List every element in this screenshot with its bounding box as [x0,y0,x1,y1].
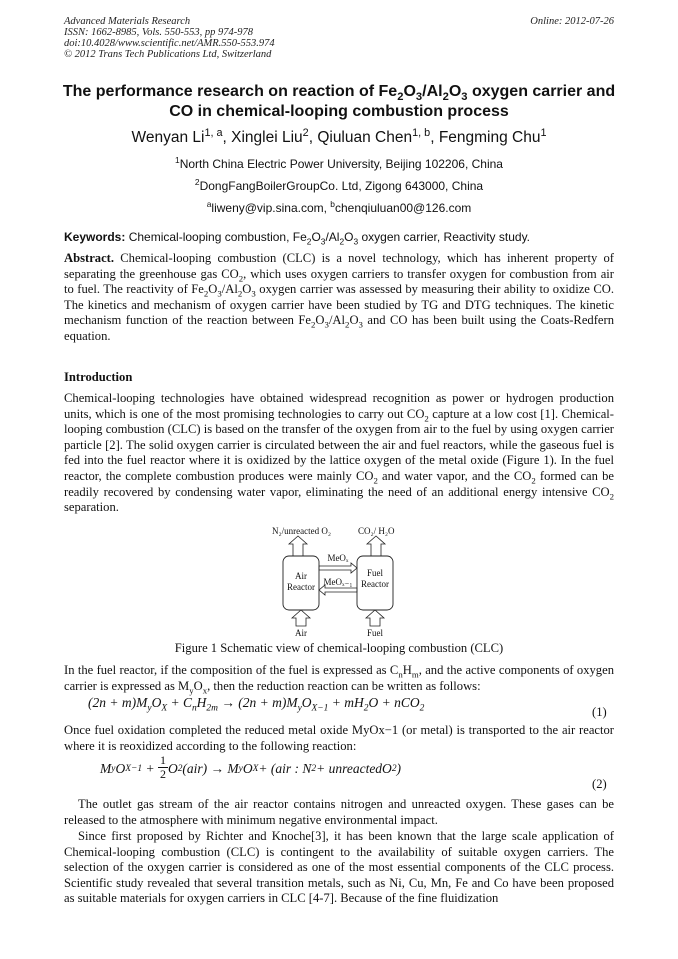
outlet-paragraph: The outlet gas stream of the air reactor contains nitrogen and unreacted oxygen. These gases can be released to the atmosphere with minimum negative environmental impact. [64,797,614,827]
label-meox-1: MeOₓ₋₁ [323,577,353,587]
doi-line: doi:10.4028/www.scientific.net/AMR.550-553.974 [64,38,275,49]
label-meox: MeOₓ [327,553,349,563]
exhaust-arrow-fuel [367,536,385,556]
exhaust-arrow-air [289,536,307,556]
oxidation-paragraph: Once fuel oxidation completed the reduced metal oxide MyOx−1 (or metal) is transported to the air reactor where it is reoxidized according to the following reaction: [64,723,614,753]
equation-2: M y O X−1 + $\frac{1}{2}$ O 2 (air) → M y O X + (air : N 2 + unreactedO 2 ) [100,753,402,781]
label-fuel-inlet: Fuel [366,628,384,638]
air-reactor-label-1: Air [295,571,307,581]
section-heading-introduction: Introduction [64,370,133,384]
paper-title: The performance research on reaction of $Fe_2O_3/Al_2O_3$ oxygen carrier and CO in chemical-looping combustion process [62,83,616,120]
label-air-inlet: Air [295,628,307,638]
journal-header [64,16,275,60]
author-list: Wenyan Li$^{1, a}$, Xinglei Liu$^2$, Qiuluan Chen$^{1, b}$, Fengming Chu$^1$ [131,126,547,146]
figure-caption: Figure 1 Schematic view of chemical-looping combustion (CLC) [174,641,504,655]
inlet-arrow-fuel [366,610,384,626]
equation-1: $(2n + m)M_yO_X + C_nH_{2m} \to (2n + m)M_yO_{X-1} + mH_2O + nCO_2$ [88,695,425,714]
issn-line: ISSN: 1662-8985, Vols. 550-553, pp 974-978 [64,27,253,38]
keywords: Keywords: Chemical-looping combustion, $Fe_2O_3/Al_2O_3$ oxygen carrier, Reactivity study. [64,230,531,247]
online-date: Online: 2012-07-26 [530,16,614,27]
introduction-paragraph: Chemical-looping technologies have obtained widespread recognition as power or hydrogen production units, which is one of the most promising technologies to carry out $CO_2$ capture at a low cost [1]. Chemical-looping combustion (CLC) is based on the transfer of the oxygen from air to the fuel by using oxygen carrier particle [2]. The solid oxygen carrier is circulated between the air and fuel reactors, while the gaseous fuel is fed into the fuel reactor where it is oxidized by the lattice oxygen of the metal oxide (Figure 1). In the fuel reactor, the complete combustion produces were mainly $CO_2$ and water vapor, and the $CO_2$ formed can be readily recovered by condensing water vapor, eliminating the need of an additional energy intensive $CO_2$ separation. [64,391,614,515]
copyright-line: © 2012 Trans Tech Publications Ltd, Switzerland [64,49,272,60]
label-n2-unreacted-o2: N₂/unreacted O₂ [272,526,332,536]
abstract: Abstract. Chemical-looping combustion (CLC) is a novel technology, which has inherent property of separating the greenhouse gas $CO_2$, which uses oxygen carriers to transfer oxygen for combustion from air to fuel. The reactivity of $Fe_2O_3/Al_2O_3$ oxygen carrier was assessed by measuring their ability to oxidize CO. The kinetics and mechanism of oxygen carrier have been studied by TG and DTG techniques. The kinetic mechanism function of the reaction between $Fe_2O_3/Al_2O_3$ and CO has been built using the Coats-Redfern equation. [64,251,614,343]
affiliation-1: $^1$North China Electric Power University, Beijing 102206, China [175,155,503,171]
equation-1-number: (1) [592,705,607,719]
equation-2-number: (2) [592,777,607,791]
since-paragraph: Since first proposed by Richter and Knoche[3], it has been known that the large scale application of Chemical-looping combustion (CLC) is contingent to the availability of suitable oxygen carriers. The selection of the oxygen carrier is considered as one of the most essential components of the CLC process. Scientific study revealed that several transition metals, such as Ni, Cu, Mn, Fe and Co have been proposed as suitable materials for oxygen carriers in CLC [4-7]. Because of the fine fluidization [64,829,614,906]
fuel-reactor-label-2: Reactor [361,579,389,589]
oxidized-carrier-arrow [319,563,357,573]
affiliation-2: $^2$DongFangBoilerGroupCo. Ltd, Zigong 643000, China [194,177,484,193]
inlet-arrow-air [292,610,310,626]
clc-schematic-figure [262,522,416,640]
author-emails: $^a$liweny@vip.sina.com, $^b$chenqiuluan00@126.com [206,199,472,215]
label-co2-h2o: CO₂/ H₂O [358,526,395,536]
fuel-reactor-paragraph: In the fuel reactor, if the composition of the fuel is expressed as $C_nH_m$, and the active components of oxygen carrier is expressed as $M_yO_x$, then the reduction reaction can be written as follows: [64,663,614,696]
fuel-reactor-label-1: Fuel [366,568,384,578]
journal-name: Advanced Materials Research [64,16,191,27]
air-reactor-label-2: Reactor [287,582,315,592]
